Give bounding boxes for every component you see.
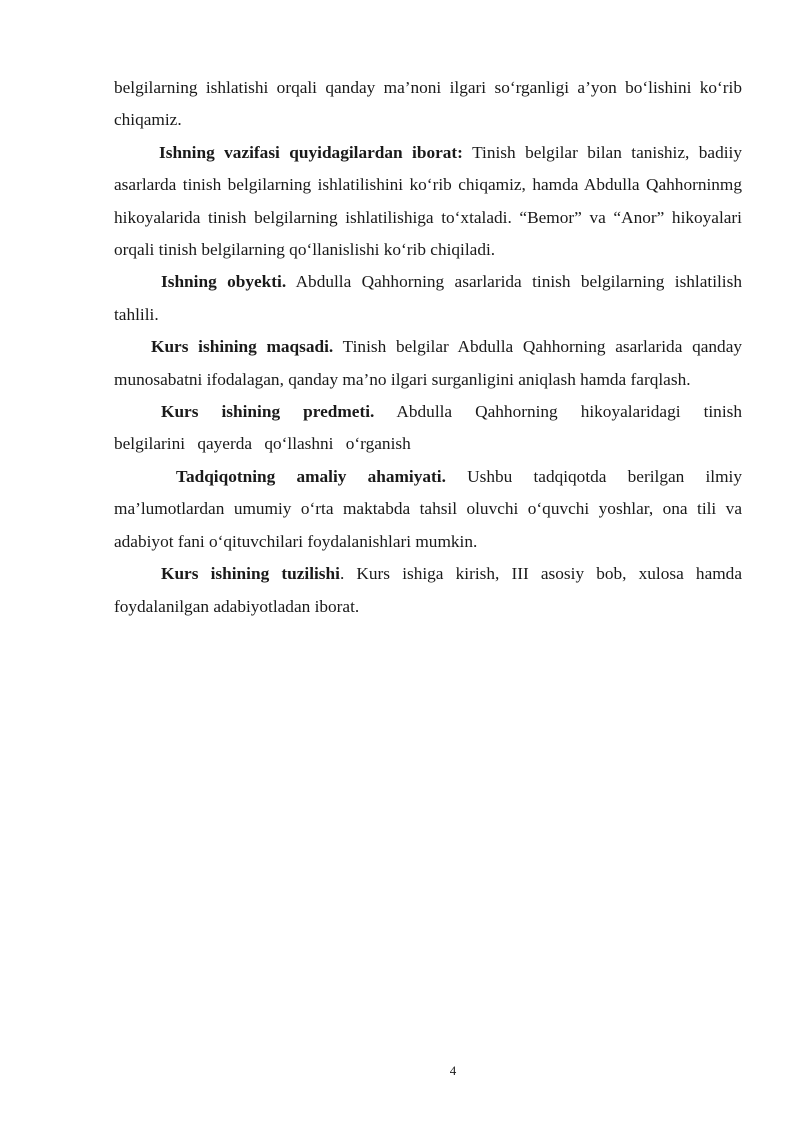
paragraph-heading: Tadqiqotning amaliy ahamiyati. [176, 466, 446, 486]
paragraph-text: belgilarning ishlatishi orqali qanday ma’noni ilgari so‘rganligi a’yon bo‘lishini ko‘rib chiqamiz. [114, 78, 742, 130]
paragraph-heading: Kurs ishining maqsadi. [151, 337, 334, 357]
paragraph-goal [114, 331, 742, 396]
paragraph-text: Abdulla Qahhorning asarlarida tinish belgilarning ishlatilish tahlili. [114, 272, 742, 324]
paragraph-heading: Kurs ishining predmeti. [161, 402, 375, 422]
paragraph-object [114, 266, 742, 331]
paragraph-text: Abdulla Qahhorning hikoyalaridagi tinish belgilarini qayerda qo‘llashni o‘rganish [114, 402, 742, 454]
paragraph-text: . Kurs ishiga kirish, III asosiy bob, xulosa hamda foydalanilgan adabiyotladan iborat. [114, 564, 742, 616]
paragraph-text: Tinish belgilar Abdulla Qahhorning asarlarida qanday munosabatni ifodalagan, qanday ma’no ilgari surganligini aniqlash hamda farqlash. [114, 337, 743, 389]
paragraph-text: Ushbu tadqiqotda berilgan ilmiy ma’lumotlardan umumiy o‘rta maktabda tahsil oluvchi o‘quvchi yoshlar, ona tili va adabiyot fani o‘qituvchilari foydalanishlari mumkin. [114, 466, 742, 551]
paragraph-intro-continuation [114, 72, 742, 137]
paragraph-heading: Ishning obyekti. [161, 272, 287, 292]
paragraph-heading: Kurs ishining tuzilishi [161, 564, 340, 584]
page-body [114, 72, 742, 623]
page-number: 4 [449, 1063, 457, 1078]
paragraph-text: Tinish belgilar bilan tanishiz, badiiy asarlarda tinish belgilarning ishlatilishini ko‘rib chiqamiz, hamda Abdulla Qahhorninmg hikoyalarida tinish belgilarning ishlatilishiga to‘xtaladi. “Bemor” va “Anor” hikoyalari orqali tinish belgilarning qo‘llanislishi ko‘rib chiqiladi. [114, 142, 742, 260]
paragraph-significance [114, 461, 742, 558]
paragraph-tasks [114, 137, 742, 267]
paragraph-heading: Ishning vazifasi quyidagilardan iborat: [159, 142, 463, 162]
paragraph-subject [114, 396, 742, 461]
paragraph-structure [114, 558, 742, 623]
